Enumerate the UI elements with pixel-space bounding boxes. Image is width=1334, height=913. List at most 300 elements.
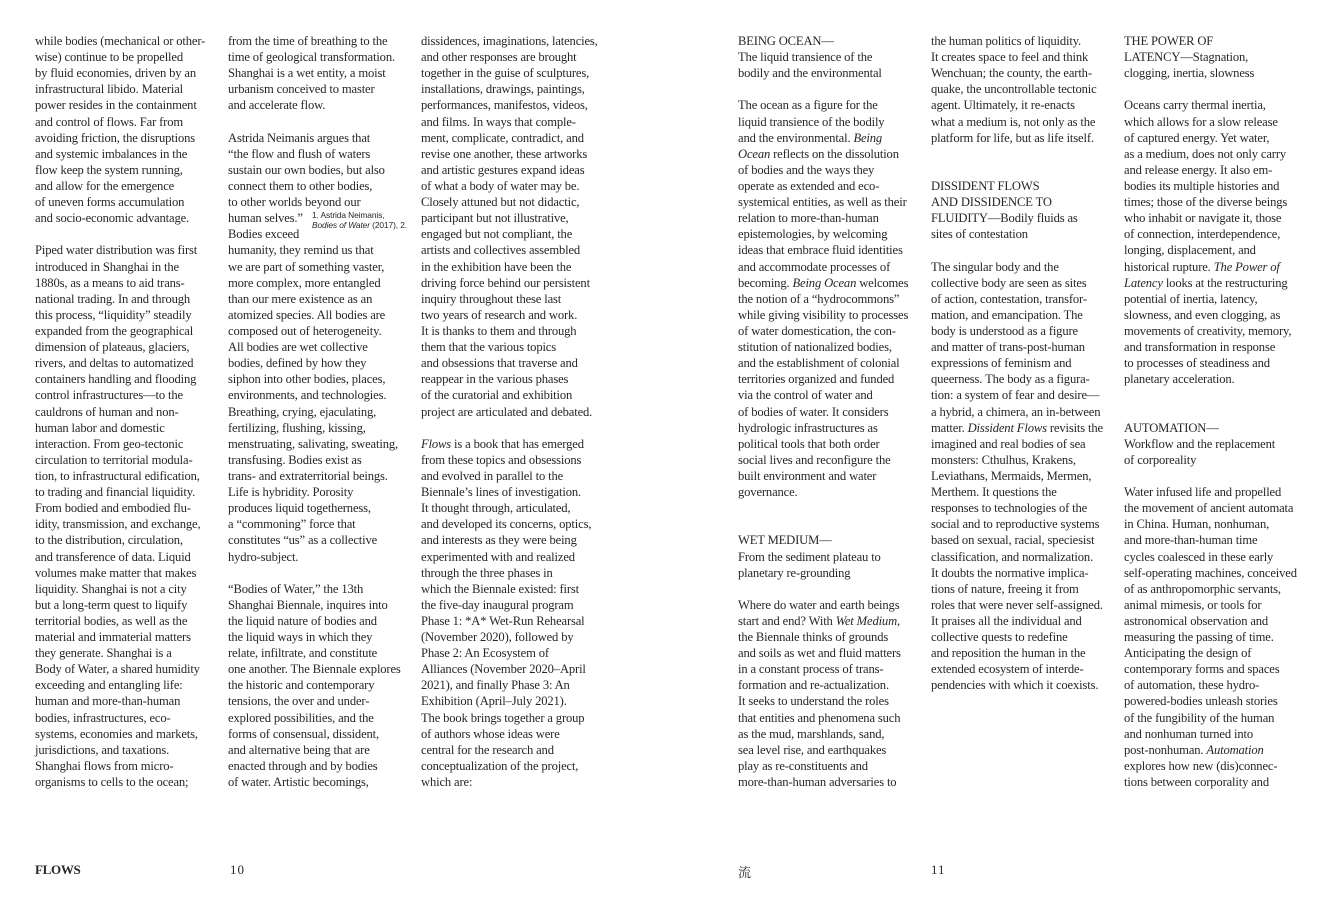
text-line: of uneven forms accumulation: [35, 195, 185, 210]
text-line: sea level rise, and earthquakes: [738, 742, 887, 757]
text-line: flow keep the system running,: [35, 162, 183, 177]
text-column-4: [738, 33, 923, 790]
text-line: produces liquid togetherness,: [228, 501, 371, 516]
italic-title: Being Ocean: [792, 275, 857, 290]
text-line: It praises all the individual and: [931, 613, 1082, 628]
text-line: self-operating machines, conceived: [1124, 565, 1297, 580]
text-line: cauldrons of human and non-: [35, 404, 179, 419]
text-segment: matter.: [931, 420, 968, 435]
paragraph-gap: [1124, 387, 1309, 403]
text-line: Exhibition (April–July 2021).: [421, 694, 567, 709]
text-line: one another. The Biennale explores: [228, 662, 401, 677]
italic-title: Latency: [1124, 275, 1163, 290]
text-line: and films. In ways that comple-: [421, 114, 576, 129]
running-title: FLOWS: [35, 862, 81, 877]
text-line: Wenchuan; the county, the earth-: [931, 66, 1092, 81]
text-line: [931, 420, 1116, 436]
text-line: and control of flows. Far from: [35, 114, 183, 129]
text-line: inquiry throughout these last: [421, 291, 562, 306]
text-line: project are articulated and debated.: [421, 404, 593, 419]
text-line: and matter of trans-post-human: [931, 340, 1085, 355]
text-line: and soils as wet and fluid matters: [738, 646, 901, 661]
text-line: and release energy. It also em-: [1124, 162, 1273, 177]
text-line: epistemologies, by welcoming: [738, 227, 888, 242]
text-line: built environment and water: [738, 468, 877, 483]
text-line: menstruating, salivating, sweating,: [228, 436, 398, 451]
text-line: based on sexual, racial, speciesist: [931, 533, 1095, 548]
text-line: extended ecosystem of interde-: [931, 662, 1084, 677]
text-line: play as re-constituents and: [738, 758, 868, 773]
text-line: of bodies and the ways they: [738, 162, 875, 177]
text-line: they generate. Shanghai is a: [35, 646, 172, 661]
text-line: reappear in the various phases: [421, 372, 569, 387]
text-line: BEING OCEAN—: [738, 34, 834, 48]
text-line: rivers, and deltas to automatized: [35, 356, 194, 371]
text-segment: and the environmental.: [738, 130, 854, 145]
text-line: hydro-subject.: [228, 549, 299, 564]
text-line: while bodies (mechanical or other-: [35, 34, 206, 48]
text-line: From the sediment plateau to: [738, 549, 881, 564]
text-line: interaction. From geo-tectonic: [35, 436, 184, 451]
text-line: national trading. In and through: [35, 291, 191, 306]
text-line: monsters: Cthulhus, Krakens,: [931, 452, 1076, 467]
paragraph-gap: [228, 114, 413, 130]
text-line: and accommodate processes of: [738, 259, 891, 274]
text-line: pendencies with which it coexists.: [931, 678, 1099, 693]
paragraph-gap: [1124, 81, 1309, 97]
text-line: and the establishment of colonial: [738, 356, 900, 371]
text-line: movements of creativity, memory,: [1124, 323, 1292, 338]
italic-title: Being: [853, 130, 883, 145]
text-line: relation to more-than-human: [738, 211, 879, 226]
text-line: imagined and real bodies of sea: [931, 436, 1086, 451]
text-line: which the Biennale existed: first: [421, 581, 580, 596]
text-line: that entities and phenomena such: [738, 710, 901, 725]
text-line: clogging, inertia, slowness: [1124, 66, 1255, 81]
text-line: classification, and normalization.: [931, 549, 1094, 564]
paragraph-gap: [1124, 404, 1309, 420]
text-line: ideas that embrace fluid identities: [738, 243, 903, 258]
text-line: of corporeality: [1124, 452, 1197, 467]
italic-title: The Power of: [1213, 259, 1280, 274]
text-line: roles that were never self-assigned.: [931, 597, 1103, 612]
text-line: planetary re-grounding: [738, 565, 851, 580]
text-column-6: [1124, 33, 1309, 790]
text-line: of connection, interdependence,: [1124, 227, 1281, 242]
text-line: Water infused life and propelled: [1124, 485, 1282, 500]
text-line: bodies its multiple histories and: [1124, 178, 1280, 193]
text-line: circulation to territorial modula-: [35, 452, 193, 467]
text-line: Shanghai Biennale, inquires into: [228, 597, 388, 612]
text-line: transfusing. Bodies exist as: [228, 452, 362, 467]
text-line: [738, 146, 923, 162]
text-line: [738, 613, 923, 629]
text-line: quake, the uncontrollable tectonic: [931, 82, 1097, 97]
text-line: trans- and extraterritorial beings.: [228, 468, 388, 483]
text-line: dimension of plateaus, glaciers,: [35, 340, 190, 355]
text-line: Oceans carry thermal inertia,: [1124, 98, 1266, 113]
text-line: in a constant process of trans-: [738, 662, 884, 677]
text-line: connect them to other bodies,: [228, 178, 373, 193]
text-line: cycles coalesced in these early: [1124, 549, 1274, 564]
text-line: astronomical observation and: [1124, 613, 1269, 628]
paragraph-gap: [1124, 468, 1309, 484]
text-line: and developed its concerns, optics,: [421, 517, 592, 532]
text-line: social and to reproductive systems: [931, 517, 1100, 532]
text-segment: welcomes: [856, 275, 909, 290]
text-line: experimented with and realized: [421, 549, 575, 564]
text-line: Bodies exceed: [228, 227, 300, 242]
text-line: operate as extended and eco-: [738, 178, 880, 193]
text-segment: ,: [897, 613, 901, 628]
text-line: ment, complicate, contradict, and: [421, 130, 584, 145]
text-line: political tools that both order: [738, 436, 880, 451]
text-line: constitutes “us” as a collective: [228, 533, 378, 548]
text-line: sites of contestation: [931, 227, 1028, 242]
text-line: [738, 130, 923, 146]
text-line: atomized species. All bodies are: [228, 307, 386, 322]
text-line: potential of inertia, latency,: [1124, 291, 1258, 306]
text-line: [1124, 275, 1309, 291]
text-line: stitution of nationalized bodies,: [738, 340, 892, 355]
text-line: The ocean as a figure for the: [738, 98, 878, 113]
text-line: Workflow and the replacement: [1124, 436, 1276, 451]
text-column-1: [35, 33, 220, 790]
text-line: to the distribution, circulation,: [35, 533, 183, 548]
text-line: tions of nature, freeing it from: [931, 581, 1079, 596]
text-line: All bodies are wet collective: [228, 340, 368, 355]
text-line: hydrologic infrastructures as: [738, 420, 878, 435]
footnote-line: [312, 221, 407, 231]
text-line: bodily and the environmental: [738, 66, 882, 81]
text-line: volumes make matter that makes: [35, 565, 197, 580]
text-line: THE POWER OF: [1124, 34, 1214, 48]
text-segment: post-nonhuman.: [1124, 742, 1207, 757]
text-line: Phase 2: An Ecosystem of: [421, 646, 549, 661]
text-line: to trading and financial liquidity.: [35, 485, 196, 500]
text-line: [421, 436, 606, 452]
text-line: by fluid economies, driven by an: [35, 66, 196, 81]
text-line: of the curatorial and exhibition: [421, 388, 573, 403]
text-line: bodies, infrastructures, eco-: [35, 710, 171, 725]
text-line: of as anthropomorphic servants,: [1124, 581, 1281, 596]
text-line: which allows for a slow release: [1124, 114, 1278, 129]
text-line: from the time of breathing to the: [228, 34, 388, 48]
text-line: and alternative being that are: [228, 742, 370, 757]
text-line: via the control of water and: [738, 388, 873, 403]
footnote-book-title: Bodies of Water: [312, 219, 370, 230]
text-line: Shanghai is a wet entity, a moist: [228, 66, 386, 81]
text-line: [1124, 742, 1309, 758]
text-line: human labor and domestic: [35, 420, 165, 435]
text-line: territorial bodies, as well as the: [35, 613, 188, 628]
text-line: The singular body and the: [931, 259, 1059, 274]
text-line: FLUIDITY—Bodily fluids as: [931, 211, 1078, 226]
text-line: and more-than-human time: [1124, 533, 1258, 548]
italic-title: Wet Medium: [835, 613, 898, 628]
text-line: responses to technologies of the: [931, 501, 1088, 516]
text-line: AND DISSIDENCE TO: [931, 195, 1052, 210]
text-line: and allow for the emergence: [35, 178, 175, 193]
text-line: urbanism conceived to master: [228, 82, 375, 97]
text-line: planetary acceleration.: [1124, 372, 1235, 387]
page-number-right: 11: [931, 862, 946, 877]
text-line: Merthem. It questions the: [931, 485, 1057, 500]
text-line: as a medium, does not only carry: [1124, 146, 1287, 161]
text-line: avoiding friction, the disruptions: [35, 130, 195, 145]
text-line: Biennale’s lines of investigation.: [421, 485, 581, 500]
text-line: Shanghai flows from micro-: [35, 758, 174, 773]
text-line: Body of Water, a shared humidity: [35, 662, 200, 677]
text-line: in the exhibition have been the: [421, 259, 572, 274]
text-line: governance.: [738, 485, 798, 500]
paragraph-gap: [35, 226, 220, 242]
text-line: From bodied and embodied flu-: [35, 501, 191, 516]
text-line: The liquid transience of the: [738, 50, 873, 65]
text-line: longing, displacement, and: [1124, 243, 1256, 258]
text-line: tensions, the over and under-: [228, 694, 370, 709]
text-line: collective quests to redefine: [931, 630, 1068, 645]
text-line: from these topics and obsessions: [421, 452, 582, 467]
text-line: 1880s, as a means to aid trans-: [35, 275, 185, 290]
text-line: of water. Artistic becomings,: [228, 775, 369, 790]
text-line: the movement of ancient automata: [1124, 501, 1294, 516]
paragraph-gap: [931, 146, 1116, 162]
text-line: than our mere existence as an: [228, 291, 373, 306]
text-line: relate, infiltrate, and constitute: [228, 646, 378, 661]
text-line: this process, “liquidity” steadily: [35, 307, 192, 322]
text-line: and nonhuman turned into: [1124, 726, 1253, 741]
text-line: two years of research and work.: [421, 307, 578, 322]
text-line: contemporary forms and spaces: [1124, 662, 1280, 677]
text-line: collective body are seen as sites: [931, 275, 1087, 290]
text-line: the five-day inaugural program: [421, 597, 574, 612]
text-line: WET MEDIUM—: [738, 533, 832, 548]
text-line: AUTOMATION—: [1124, 420, 1219, 435]
text-segment: revisits the: [1046, 420, 1103, 435]
text-line: a “commoning” force that: [228, 517, 356, 532]
text-line: enacted through and by bodies: [228, 758, 378, 773]
text-line: and transference of data. Liquid: [35, 549, 191, 564]
text-line: material and immaterial matters: [35, 630, 191, 645]
text-line: a hybrid, a chimera, an in-between: [931, 404, 1101, 419]
text-line: fertilizing, flushing, kissing,: [228, 420, 366, 435]
text-line: queerness. The body as a figura-: [931, 372, 1090, 387]
text-line: of captured energy. Yet water,: [1124, 130, 1270, 145]
text-line: 2021), and finally Phase 3: An: [421, 678, 570, 693]
text-line: human selves.”: [228, 211, 303, 226]
text-line: powered-bodies unleash stories: [1124, 694, 1278, 709]
text-segment: historical rupture.: [1124, 259, 1214, 274]
text-column-2: [228, 33, 413, 790]
text-line: and transformation in response: [1124, 340, 1276, 355]
text-line: formation and re-actualization.: [738, 678, 889, 693]
text-line: agent. Ultimately, it re-enacts: [931, 98, 1075, 113]
text-line: them that the various topics: [421, 340, 557, 355]
text-line: revise one another, these artworks: [421, 146, 588, 161]
text-line: and artistic gestures expand ideas: [421, 162, 585, 177]
text-line: explored possibilities, and the: [228, 710, 374, 725]
text-line: who inhabit or navigate it, those: [1124, 211, 1282, 226]
text-line: organisms to cells to the ocean;: [35, 775, 189, 790]
text-line: tion: a system of fear and desire—: [931, 388, 1100, 403]
text-line: liquid transience of the bodily: [738, 114, 885, 129]
text-line: Alliances (November 2020–April: [421, 662, 586, 677]
text-segment: becoming.: [738, 275, 793, 290]
text-line: of water domestication, the con-: [738, 323, 896, 338]
text-line: of authors whose ideas were: [421, 726, 560, 741]
text-line: while giving visibility to processes: [738, 307, 909, 322]
text-line: human and more-than-human: [35, 694, 181, 709]
paragraph-gap: [738, 581, 923, 597]
text-line: [738, 275, 923, 291]
text-line: It creates space to feel and think: [931, 50, 1089, 65]
paragraph-gap: [228, 565, 413, 581]
text-line: and reposition the human in the: [931, 646, 1086, 661]
text-line: and systemic imbalances in the: [35, 146, 188, 161]
text-line: It seeks to understand the roles: [738, 694, 889, 709]
text-line: idity, transmission, and exchange,: [35, 517, 201, 532]
text-line: installations, drawings, paintings,: [421, 82, 585, 97]
text-line: Life is hybridity. Porosity: [228, 485, 354, 500]
text-line: engaged but not compliant, the: [421, 227, 573, 242]
text-line: composed out of heterogeneity.: [228, 323, 382, 338]
text-line: more-than-human adversaries to: [738, 775, 897, 790]
text-line: Breathing, crying, ejaculating,: [228, 404, 377, 419]
text-line: Anticipating the design of: [1124, 646, 1252, 661]
text-line: “Bodies of Water,” the 13th: [228, 581, 364, 596]
text-line: of what a body of water may be.: [421, 178, 580, 193]
text-line: and obsessions that traverse and: [421, 356, 578, 371]
text-line: tions between corporality and: [1124, 775, 1269, 790]
italic-title: Dissident Flows: [967, 420, 1047, 435]
text-line: slowness, and even clogging, as: [1124, 307, 1281, 322]
text-line: explores how new (dis)connec-: [1124, 758, 1278, 773]
text-line: to processes of steadiness and: [1124, 356, 1270, 371]
text-line: the Biennale thinks of grounds: [738, 630, 889, 645]
text-line: to other worlds beyond our: [228, 195, 361, 210]
text-line: times; those of the diverse beings: [1124, 195, 1288, 210]
text-line: jurisdictions, and taxations.: [35, 742, 170, 757]
text-line: territories organized and funded: [738, 372, 895, 387]
paragraph-gap: [931, 162, 1116, 178]
text-segment: reflects on the dissolution: [770, 146, 899, 161]
text-column-3: [421, 33, 606, 790]
text-line: It doubts the normative implica-: [931, 565, 1089, 580]
text-line: time of geological transformation.: [228, 50, 395, 65]
text-line: infrastructural libido. Material: [35, 82, 184, 97]
text-line: more complex, more entangled: [228, 275, 381, 290]
text-line: wise) continue to be propelled: [35, 50, 183, 65]
text-segment: start and end? With: [738, 613, 836, 628]
text-line: the notion of a “hydrocommons”: [738, 291, 900, 306]
italic-title: Automation: [1206, 742, 1264, 757]
text-line: “the flow and flush of waters: [228, 146, 371, 161]
text-line: systems, economies and markets,: [35, 726, 198, 741]
text-line: Astrida Neimanis argues that: [228, 130, 371, 145]
text-line: systemical entities, as well as their: [738, 195, 907, 210]
text-line: DISSIDENT FLOWS: [931, 178, 1040, 193]
text-line: artists and collectives assembled: [421, 243, 581, 258]
text-line: conceptualization of the project,: [421, 758, 579, 773]
text-line: containers handling and flooding: [35, 372, 197, 387]
page-number-left: 10: [230, 862, 245, 877]
text-line: Piped water distribution was first: [35, 243, 198, 258]
text-line: the historic and contemporary: [228, 678, 375, 693]
text-line: Closely attuned but not didactic,: [421, 195, 580, 210]
italic-title: Flows: [421, 436, 452, 451]
text-line: bodies, defined by how they: [228, 356, 367, 371]
text-segment: looks at the restructuring: [1162, 275, 1288, 290]
text-line: humanity, they remind us that: [228, 243, 374, 258]
text-line: power resides in the containment: [35, 98, 197, 113]
text-line: of bodies of water. It considers: [738, 404, 889, 419]
text-line: introduced in Shanghai in the: [35, 259, 179, 274]
text-line: the liquid ways in which they: [228, 630, 373, 645]
text-line: and evolved in parallel to the: [421, 468, 564, 483]
text-line: participant but not illustrative,: [421, 211, 569, 226]
text-line: dissidences, imaginations, latencies,: [421, 34, 598, 48]
text-line: sustain our own bodies, but also: [228, 162, 385, 177]
text-line: the human politics of liquidity.: [931, 34, 1082, 48]
text-line: Leviathans, Mermaids, Mermen,: [931, 468, 1092, 483]
text-line: of action, contestation, transfor-: [931, 291, 1087, 306]
paragraph-gap: [931, 242, 1116, 258]
italic-title: Ocean: [738, 146, 771, 161]
text-line: (November 2020), followed by: [421, 630, 574, 645]
footnote-page: (2017), 2.: [369, 219, 408, 230]
paragraph-gap: [738, 500, 923, 516]
text-line: The book brings together a group: [421, 710, 585, 725]
text-line: what a medium is, not only as the: [931, 114, 1096, 129]
text-line: which are:: [421, 775, 473, 790]
text-line: expanded from the geographical: [35, 323, 194, 338]
paragraph-gap: [738, 81, 923, 97]
text-line: siphon into other bodies, places,: [228, 372, 386, 387]
text-line: Where do water and earth beings: [738, 597, 900, 612]
text-line: social lives and reconfigure the: [738, 452, 891, 467]
text-line: measuring the passing of time.: [1124, 630, 1274, 645]
text-line: Phase 1: *A* Wet-Run Rehearsal: [421, 613, 585, 628]
text-line: animal mimesis, or tools for: [1124, 597, 1262, 612]
text-line: body is understood as a figure: [931, 323, 1078, 338]
text-line: mation, and emancipation. The: [931, 307, 1083, 322]
text-column-5: [931, 33, 1116, 693]
text-line: environments, and technologies.: [228, 388, 387, 403]
text-line: the liquid nature of bodies and: [228, 613, 377, 628]
text-line: and other responses are brought: [421, 50, 577, 65]
text-line: and interests as they were being: [421, 533, 577, 548]
footnote: [312, 211, 407, 230]
text-line: as the mud, marshlands, sand,: [738, 726, 885, 741]
text-line: performances, manifestos, videos,: [421, 98, 588, 113]
text-line: driving force behind our persistent: [421, 275, 590, 290]
text-line: but a long-term quest to liquify: [35, 597, 188, 612]
text-line: LATENCY—Stagnation,: [1124, 50, 1249, 65]
text-line: and socio-economic advantage.: [35, 211, 190, 226]
text-line: together in the guise of sculptures,: [421, 66, 590, 81]
text-line: platform for life, but as life itself.: [931, 130, 1094, 145]
text-line: central for the research and: [421, 742, 554, 757]
text-line: It thought through, articulated,: [421, 501, 571, 516]
text-segment: is a book that has emerged: [451, 436, 584, 451]
text-line: liquidity. Shanghai is not a city: [35, 581, 187, 596]
paragraph-gap: [738, 516, 923, 532]
text-line: and accelerate flow.: [228, 98, 326, 113]
paragraph-gap: [421, 420, 606, 436]
text-line: tion, to infrastructural edification,: [35, 468, 200, 483]
text-line: It is thanks to them and through: [421, 323, 577, 338]
